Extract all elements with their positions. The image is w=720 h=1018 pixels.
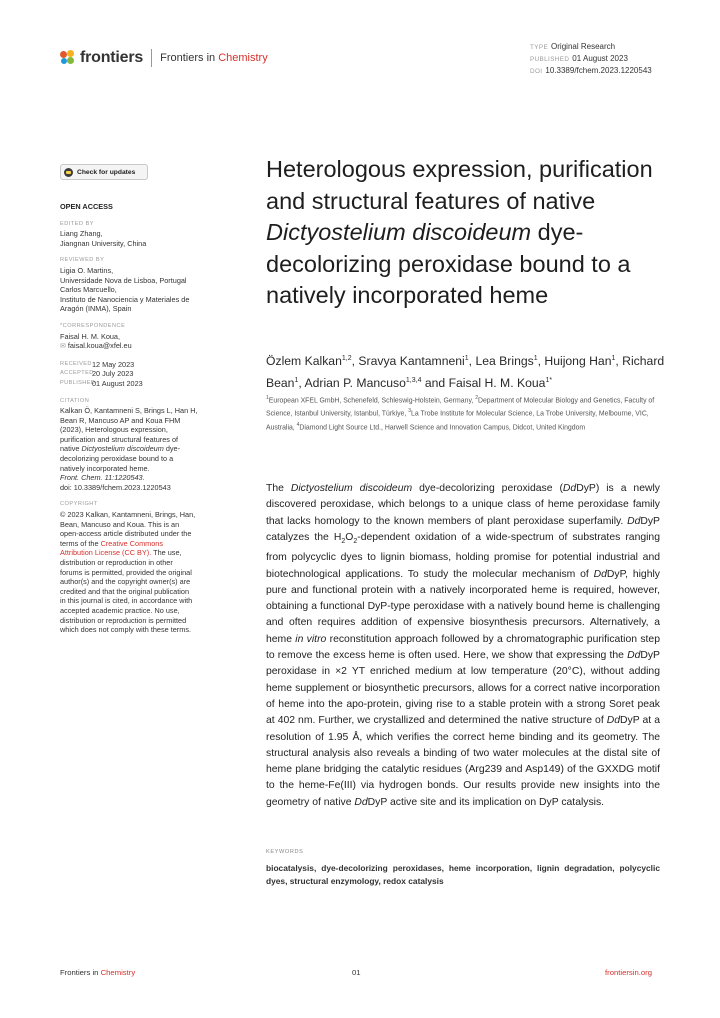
abstract: The Dictyostelium discoideum dye-decolorizing peroxidase (DdDyP) is a newly discovered peroxidase, which belongs to a unique class of heme peroxidase family that lacks homology to the known members of plant peroxidase superfamily. DdDyP catalyzes the $H_2O_2$-dependent oxidation of a wide-spectrum of substrates ranging from polycyclic dyes to lignin biomass, holding promise for potential industrial and biotechnological applications. To study the molecular mechanism of DdDyP, highly pure and functional protein with a natively incorporated heme is required, however, obtaining a functional DyP-type peroxidase with a natively bound heme is challenging and often requires addition of expensive biosynthesis precursors. Alternatively, a heme in vitro reconstitution approach followed by a chromatographic purification step to remove the excess heme is often used. Here, we show that expressing the DdDyP peroxidase in ×2 YT enriched medium at low temperature (20°C), without adding heme supplement or biosynthetic precursors, allows for a correct native incorporation of heme into the apo-protein, giving rise to a stable protein with a strong Soret peak at 402 nm. Further, we crystallized and determined the native structure of DdDyP at a resolution of 1.95 Å, which verifies the correct heme binding and its geometry. The structural analysis also reveals a binding of two water molecules at the distal site of heme plane bridging the catalytic residues (Arg239 and Asp149) of the GXXDG motif to the heme-Fe(III) via hydrogen bonds. Our results provide new insights into the geometry of native DdDyP active site and its implication on DyP catalysis.	[266, 483, 660, 808]
logo-divider	[151, 49, 152, 67]
correspondence-name: Faisal H. M. Koua,	[60, 331, 121, 341]
citation-block: Kalkan Ö, Kantamneni S, Brings L, Han H, Bean R, Mancuso AP and Koua FHM (2023), Heterologous expression, purification and structural features of native Dictyostelium discoideum dye- decolorizing peroxidase bound to a natively incorporated heme. Front. Chem. 11:1220543. doi: 10.3389/fchem.2023.1220543	[60, 406, 198, 492]
author-name: Adrian P. Mancuso	[304, 376, 406, 391]
license-link[interactable]: Creative Commons	[100, 538, 164, 548]
license-link-2[interactable]: Attribution License (CC BY).	[60, 548, 152, 558]
affiliation-number: 3	[408, 408, 411, 415]
frontiers-logo[interactable]	[60, 48, 268, 68]
dates-block: RECEIVED 12 May 2023 ACCEPTED 20 July 2023 PUBLISHED 01 August 2023	[60, 359, 143, 388]
citation-label: CITATION	[60, 397, 90, 404]
author-list: Özlem Kalkan$^{1,2}$, Sravya Kantamneni$^1$, Lea Brings$^1$, Huijong Han$^1$, Richard Bean$^1$, Adrian P. Mancuso$^{1,3,4}$ and Faisal H. M. Koua$^{1*}$	[266, 354, 665, 391]
update-check-icon	[64, 168, 73, 177]
reviewers-block: Ligia O. Martins, Universidade Nova de Lisboa, Portugal Carlos Marcuello, Instituto de Nanociencia y Materiales de Aragón (INMA), Spain	[60, 265, 190, 314]
affiliation-number: 4	[296, 421, 300, 428]
published-date: 01 August 2023	[92, 378, 143, 388]
edited-by-label: EDITED BY	[60, 220, 95, 227]
accepted-date: 20 July 2023	[92, 369, 134, 379]
article-type: Original Research	[551, 42, 616, 51]
copyright-label: COPYRIGHT	[60, 501, 98, 508]
author-affiliation-mark: 1	[533, 355, 538, 362]
author-affiliation-mark: 1	[294, 377, 299, 385]
author-name: Özlem Kalkan	[266, 354, 342, 369]
footer-site-link[interactable]: frontiersin.org	[605, 968, 652, 977]
editor-block: Liang Zhang, Jiangnan University, China	[60, 229, 147, 248]
page-number: 01	[352, 968, 361, 977]
publish-date: 01 August 2023	[572, 54, 628, 63]
open-access-label: OPEN ACCESS	[60, 202, 113, 211]
author-affiliation-mark: 1,3,4	[405, 377, 422, 385]
doi[interactable]: 10.3389/fchem.2023.1220543	[545, 66, 652, 75]
correspondence-email[interactable]: ✉ faisal.koua@xfel.eu	[60, 341, 132, 351]
received-date: 12 May 2023	[92, 359, 135, 369]
article-meta: TYPE Original Research PUBLISHED 01 August 2023 DOI 10.3389/fchem.2023.1220543	[530, 42, 652, 75]
author-name: Faisal H. M. Koua	[448, 376, 546, 391]
keywords-label: KEYWORDS	[266, 849, 304, 855]
footer-journal: Frontiers in Chemistry	[60, 968, 136, 977]
affiliations	[266, 393, 666, 433]
affiliation-text: Department of Molecular Biology and Genetics, Faculty of Science, Istanbul University, Istanbul, Türkiye,	[266, 397, 655, 418]
reviewed-by-label: REVIEWED BY	[60, 257, 105, 264]
brand-name: frontiers	[80, 49, 144, 66]
author-affiliation-mark: 1	[611, 355, 616, 362]
correspondence-label: *CORRESPONDENCE	[60, 322, 126, 329]
affiliation-number: 2	[475, 395, 478, 401]
author-affiliation-mark: 1*	[545, 377, 553, 385]
author-name: Lea Brings	[475, 354, 534, 369]
keywords: biocatalysis, dye-decolorizing peroxidases, heme incorporation, lignin degradation, polycyclic dyes, structural enzymology, redox catalysis	[266, 863, 660, 886]
check-for-updates-button[interactable]: Check for updates	[60, 164, 148, 180]
sidebar-info	[60, 202, 220, 635]
author-name: Richard Bean	[266, 354, 665, 391]
affiliation-text: Diamond Light Source Ltd., Harwell Science and Innovation Campus, Didcot, United Kingdom	[299, 423, 586, 431]
frontiers-logo-icon	[60, 50, 76, 66]
affiliation-number: 1	[266, 395, 269, 401]
author-name: Huijong Han	[544, 354, 612, 369]
email-icon: ✉	[60, 343, 66, 351]
affiliation-text: La Trobe Institute for Molecular Science, La Trobe University, Melbourne, VIC, Australia,	[266, 410, 649, 431]
article-title: Heterologous expression, purification and structural features of native Dictyostelium discoideum dye-decolorizing peroxidase bound to a natively incorporated heme	[266, 156, 653, 309]
journal-name: Frontiers in Chemistry	[160, 52, 268, 64]
author-affiliation-mark: 1	[464, 355, 469, 362]
affiliation-text: European XFEL GmbH, Schenefeld, Schleswig-Holstein, Germany,	[268, 397, 476, 405]
author-affiliation-mark: 1,2	[341, 355, 352, 362]
author-name: Sravya Kantamneni	[358, 354, 465, 369]
copyright-block: © 2023 Kalkan, Kantamneni, Brings, Han, Bean, Mancuso and Koua. This is an open-access article distributed under the terms of the Creative Commons Attribution License (CC BY). The use, distribution or reproduction in other forums is permitted, provided the original author(s) and the copyright owner(s) are credited and that the original publication in this journal is cited, in accordance with accepted academic practice. No use, distribution or reproduction is permitted which does not comply with these terms.	[60, 510, 196, 635]
